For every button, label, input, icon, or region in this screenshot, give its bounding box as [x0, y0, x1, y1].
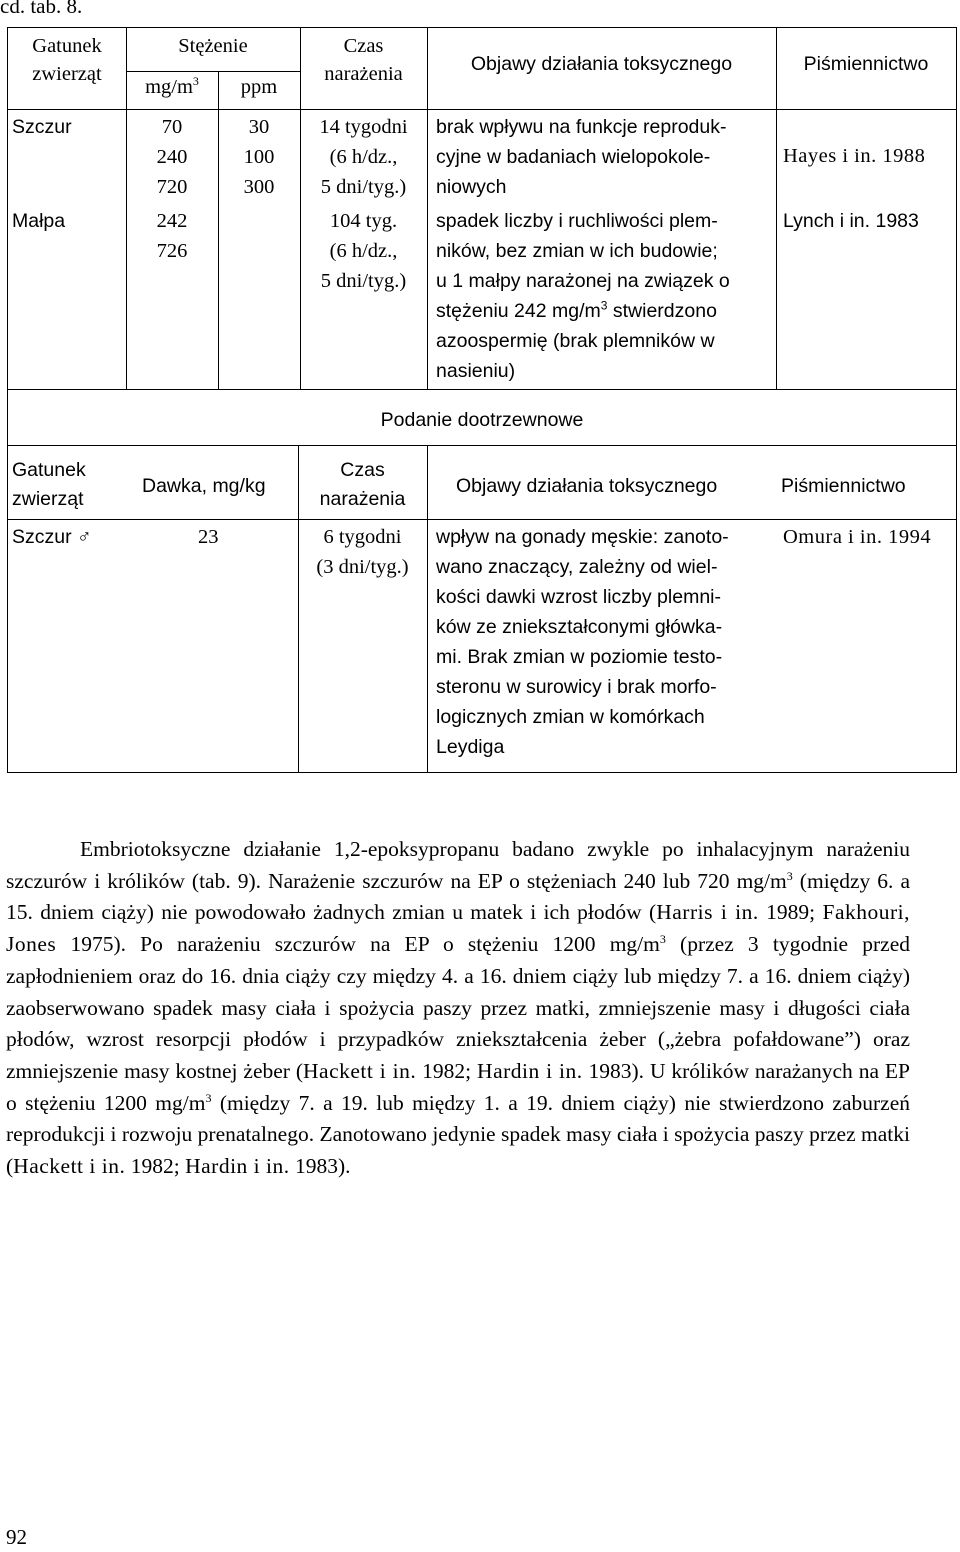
citation: Harris i in.	[656, 900, 759, 925]
header-references: Piśmiennictwo	[781, 475, 906, 497]
exposure-time-cell: 104 tyg. (6 h/dz., 5 dni/tyg.)	[320, 210, 407, 292]
exposure-time-cell: 14 tygodni (6 h/dz., 5 dni/tyg.)	[319, 116, 408, 198]
citation: Hackett i in.	[303, 1058, 417, 1083]
toxic-effects-cell: spadek liczby i ruchliwości plem- ników, bez zmian w ich budowie; u 1 małpy narażonej na związek o stężeniu 242 $mg/m^3$ stwierdzono azoospermię (brak plemników w nasieniu)	[436, 210, 730, 382]
reference-cell: Hayes i in. 1988	[783, 145, 926, 167]
toxic-effects-cell: brak wpływu na funkcje reproduk- cyjne w badaniach wielopokole- niowych	[436, 116, 727, 198]
header-references: Piśmiennictwo	[803, 53, 929, 75]
species-cell: Szczur	[12, 116, 72, 138]
header-toxic-effects: Objawy działania toksycznego	[456, 475, 718, 497]
exposure-time-cell: 6 tygodni (3 dni/tyg.)	[316, 526, 409, 578]
body-paragraph: Embriotoksyczne działanie 1,2-epoksypropanu badano zwykle po inhalacyjnym narażeniu szczurów i królików (tab. 9). Narażenie szczurów na EP o stężeniach 240 lub 720 $mg/m^3$ (między 6. a 15. dniem ciąży) nie powodowało żadnych zmian u matek i ich płodów (Harris i in. 1989; Fakhouri, Jones 1975). Po narażeniu szczurów na EP o stężeniu 1200 $mg/m^3$ (przez 3 tygodnie przed zapłodnieniem oraz do 16. dnia ciąży czy między 4. a 16. dniem ciąży lub między 7. a 16. dniem ciąży) zaobserwowano spadek masy ciała i spożycia paszy przez matki, zmniejszenie masy i długości ciała płodów, wzrost resorpcji płodów i przypadków zniekształcenia żeber („żebra pofałdowane”) oraz zmniejszenie masy kostnej żeber (Hackett i in. 1982; Hardin i in. 1983). U królików narażanych na EP o stężeniu 1200 $mg/m^3$ (między 7. a 19. lub między 1. a 19. dniem ciąży) nie stwierdzono zaburzeń reprodukcji i rozwoju prenatalnego. Zanotowano jedynie spadek masy ciała i spożycia paszy przez matki (Hackett i in. 1982; Hardin i in. 1983).	[6, 837, 910, 1179]
section-title: Podanie dootrzewnowe	[380, 409, 584, 431]
citation: Hardin i in.	[185, 1154, 290, 1179]
ppm-cell: 30 100 300	[243, 116, 275, 198]
header-species: Gatunek zwierząt	[12, 459, 86, 510]
reference-cell: Omura i in. 1994	[783, 526, 932, 548]
dose-cell: 23	[198, 526, 219, 548]
mgm3-cell: 242 726	[156, 210, 188, 262]
header-exposure-time: Czas narażenia	[319, 459, 406, 510]
citation: Hackett i in.	[13, 1154, 126, 1179]
header-mgm3: $mg/m^3$	[145, 74, 199, 98]
header-toxic-effects: Objawy działania toksycznego	[470, 53, 733, 75]
reference-cell: Lynch i in. 1983	[783, 210, 919, 232]
species-cell: Szczur ♂	[12, 526, 92, 548]
header-dose: Dawka, mg/kg	[142, 475, 266, 497]
citation: Fakhouri, Jones	[6, 900, 910, 957]
mgm3-cell: 70 240 720	[156, 116, 188, 198]
citation: Hardin i in.	[477, 1058, 583, 1083]
species-cell: Małpa	[12, 210, 66, 232]
header-exposure-time: Czas narażenia	[324, 35, 403, 85]
toxic-effects-cell: wpływ na gonady męskie: zanoto- wano znaczący, zależny od wiel- kości dawki wzrost liczby plemni- ków ze zniekształconymi główka- mi. Brak zmian w poziomie testo- steronu w surowicy i brak morfo- logicznych zmian w komórkach Leydiga	[436, 526, 729, 758]
header-species: Gatunek zwierząt	[32, 35, 102, 85]
page-number: 92	[6, 1525, 27, 1549]
header-ppm: ppm	[240, 76, 278, 98]
header-concentration: Stężenie	[178, 35, 248, 57]
table-continuation-label: cd. tab. 8.	[0, 0, 83, 18]
